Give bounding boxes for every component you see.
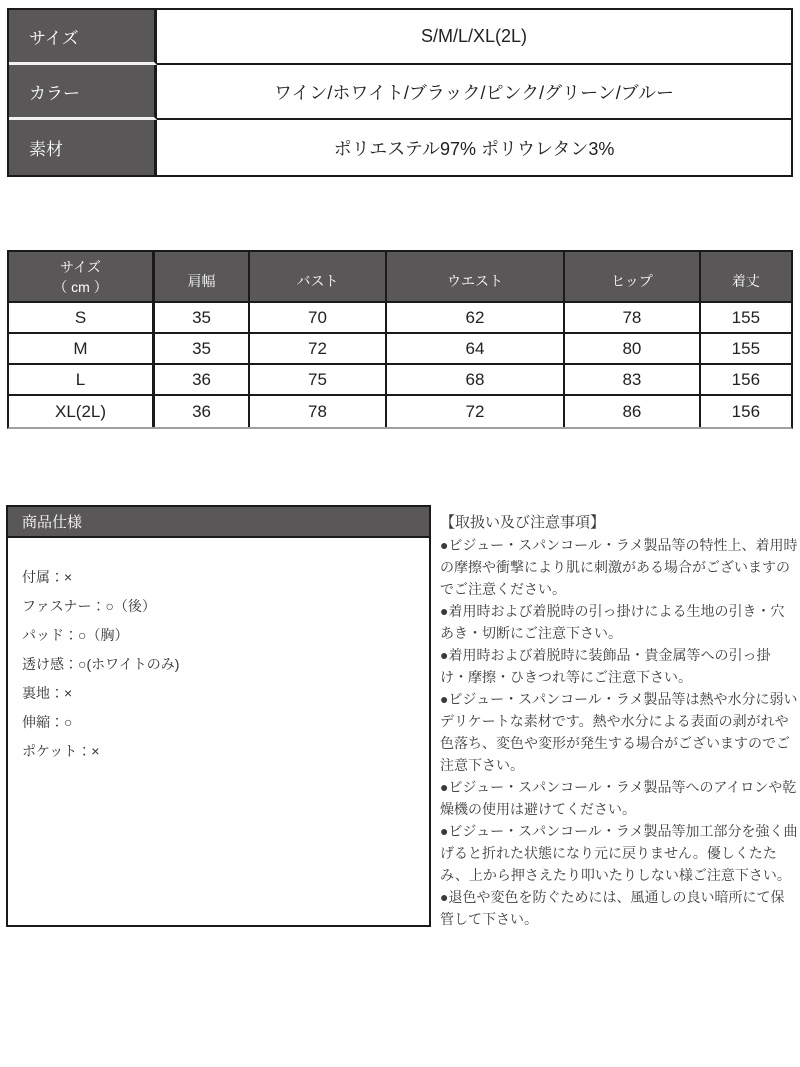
measurement-cell: 72 — [387, 396, 565, 427]
col-header-waist: ウエスト — [387, 252, 565, 303]
info-row-material — [9, 120, 791, 175]
spec-box-title: 商品仕様 — [8, 507, 429, 538]
size-chart-row-s — [9, 303, 791, 334]
measurement-cell: 156 — [701, 365, 791, 396]
measurement-cell: 75 — [250, 365, 387, 396]
measurement-cell: 64 — [387, 334, 565, 365]
measurement-cell: 156 — [731, 401, 761, 421]
measurement-cell: 86 — [565, 396, 701, 427]
measurement-cell: 80 — [565, 334, 701, 365]
col-header-bust: バスト — [250, 252, 387, 303]
measurement-cell: 155 — [701, 303, 791, 334]
info-value-color: ワイン/ホワイト/ブラック/ピンク/グリーン/ブルー — [157, 65, 791, 120]
info-row-size — [9, 10, 791, 65]
care-note-bullet: ●退色や変色を防ぐためには、風通しの良い暗所にて保管して下さい。 — [440, 889, 785, 927]
product-spec-box — [6, 505, 431, 927]
measurement-cell: 35 — [155, 303, 250, 334]
spec-item-list — [8, 538, 429, 762]
size-chart-corner-header — [9, 252, 155, 303]
spec-item-accessory: 付属：× — [22, 569, 73, 585]
care-note-bullet: ●着用時および着脱時に装飾品・貴金属等への引っ掛け・摩擦・ひきつれ等にご注意下さい。 — [440, 647, 771, 685]
size-chart-header-row — [9, 252, 791, 303]
size-chart-row-m — [9, 334, 791, 365]
corner-line1: サイズ — [60, 259, 101, 275]
measurement-cell: 36 — [155, 396, 250, 427]
care-note-bullet: ●ビジュー・スパンコール・ラメ製品等へのアイロンや乾燥機の使用は避けてください。 — [440, 779, 797, 817]
info-row-color — [9, 65, 791, 120]
spec-item-lining: 裏地：× — [22, 685, 73, 701]
measurement-cell: 36 — [155, 365, 250, 396]
size-chart-table — [7, 250, 793, 429]
col-header-shoulder: 肩幅 — [155, 252, 250, 303]
measurement-cell: 68 — [387, 365, 565, 396]
size-name-cell: L — [9, 365, 155, 396]
spec-item-pad: パッド：○（胸） — [22, 627, 129, 643]
spec-item-stretch: 伸縮：○ — [22, 714, 73, 730]
measurement-cell: 35 — [155, 334, 250, 365]
care-note-bullet: ●着用時および着脱時の引っ掛けによる生地の引き・穴あき・切断にご注意下さい。 — [440, 603, 785, 641]
measurement-cell: 78 — [250, 396, 387, 427]
measurement-cell: 155 — [701, 334, 791, 365]
info-value-material: ポリエステル97% ポリウレタン3% — [333, 138, 615, 159]
info-value-size: S/M/L/XL(2L) — [157, 10, 791, 65]
spec-item-pocket: ポケット：× — [22, 743, 100, 759]
measurement-cell: 72 — [250, 334, 387, 365]
size-name-cell: S — [9, 303, 155, 334]
spec-item-fastener: ファスナー：○（後） — [22, 598, 156, 614]
info-label-size: サイズ — [9, 10, 157, 65]
info-label-material: 素材 — [9, 120, 157, 175]
col-header-length: 着丈 — [701, 252, 791, 303]
care-notes-title: 【取扱い及び注意事項】 — [440, 514, 606, 531]
size-name-cell: M — [9, 334, 155, 365]
product-info-table — [7, 8, 793, 177]
size-chart-row-l — [9, 365, 791, 396]
measurement-cell: 70 — [250, 303, 387, 334]
size-chart-row-xl — [9, 396, 791, 427]
care-note-bullet: ●ビジュー・スパンコール・ラメ製品等の特性上、着用時の摩擦や衝撃により肌に刺激がある場合がございますのでご注意ください。 — [440, 537, 798, 597]
care-note-bullet: ●ビジュー・スパンコール・ラメ製品等加工部分を強く曲げると折れた状態になり元に戻りません。優しくたたみ、上から押さえたり叩いたりしない様ご注意下さい。 — [440, 823, 798, 883]
measurement-cell: 78 — [565, 303, 701, 334]
col-header-hip: ヒップ — [565, 252, 701, 303]
measurement-cell: 62 — [387, 303, 565, 334]
size-name-cell: XL(2L) — [9, 396, 155, 427]
care-note-bullet: ●ビジュー・スパンコール・ラメ製品等は熱や水分に弱いデリケートな素材です。熱や水分による表面の剥がれや色落ち、変色や変形が発生する場合がございますのでご注意下さい。 — [440, 691, 798, 773]
care-notes — [440, 512, 798, 930]
corner-line2: （ cm ） — [53, 279, 108, 295]
info-label-color: カラー — [9, 65, 157, 120]
measurement-cell: 83 — [565, 365, 701, 396]
spec-item-sheerness: 透け感：○(ホワイトのみ) — [22, 656, 180, 672]
